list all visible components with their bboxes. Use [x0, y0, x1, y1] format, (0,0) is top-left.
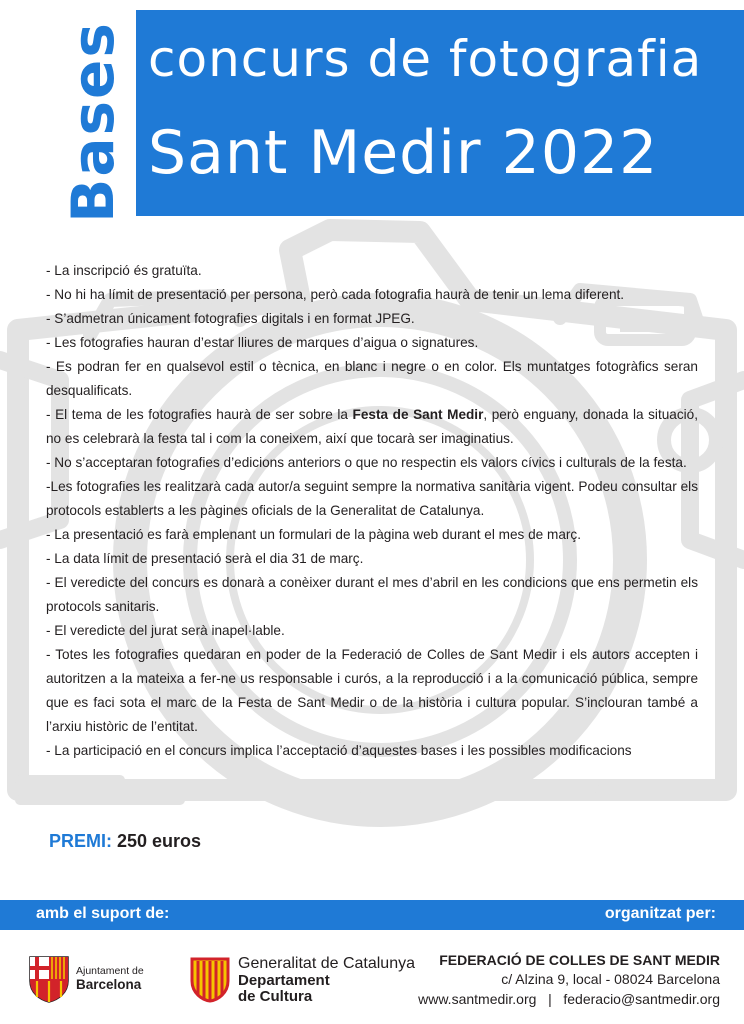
- organizer-contact: www.santmedir.org | federacio@santmedir.org: [418, 991, 720, 1007]
- rule-item: -Les fotografies les realitzarà cada autor/a seguint sempre la normativa sanitària vigent. Podeu consultar els protocols establerts a les pàgines oficials de la Generalitat de Catalunya.: [46, 479, 698, 518]
- rule-item: - La inscripció és gratuïta.: [46, 263, 202, 278]
- rule-item: - El veredicte del concurs es donarà a conèixer durant el mes d’abril en les condicions que ens permetin els protocols sanitaris.: [46, 575, 698, 614]
- rule-item: - Les fotografies hauran d’estar lliures de marques d’aigua o signatures.: [46, 335, 479, 350]
- rule-item: - La presentació es farà emplenant un formulari de la pàgina web durant el mes de març.: [46, 527, 581, 542]
- support-label: amb el suport de:: [36, 905, 170, 922]
- rule-item-bold-text: Festa de Sant Medir: [352, 407, 484, 422]
- organizer-info: [418, 951, 720, 1009]
- rule-item: - La participació en el concurs implica l’acceptació d’aquestes bases i les possibles modificacions: [46, 743, 632, 758]
- organizer-name: FEDERACIÓ DE COLLES DE SANT MEDIR: [439, 952, 720, 968]
- title-line-2: Sant Medir 2022: [148, 118, 659, 188]
- rule-item-text-after: , però enguany, donada la situació, no es celebrarà la festa tal i com la coneixem, així que tocarà ser imaginatius.: [46, 407, 698, 446]
- barcelona-logo-line1: Ajuntament de: [76, 965, 144, 977]
- generalitat-emblem-icon: [188, 955, 232, 1003]
- rule-item: - S’admetran únicament fotografies digitals i en format JPEG.: [46, 311, 415, 326]
- rules-list: [46, 259, 698, 763]
- generalitat-line1: Generalitat de Catalunya: [238, 955, 415, 972]
- bases-label: Bases: [59, 21, 127, 223]
- rule-item: - Totes les fotografies quedaran en poder de la Federació de Colles de Sant Medir i els autors accepten i autoritzen a la mateixa a fer-ne us responsable i curós, a la reproducció i a la comunicació pública, sempre que es faci sota el marc de la Festa de Sant Medir o de la història i cultura popular. S’inclouran també a l’arxiu històric de l’entitat.: [46, 647, 698, 734]
- rule-item: - No s’acceptaran fotografies d’edicions anteriors o que no respectin els valors cívics i culturals de la festa.: [46, 455, 687, 470]
- barcelona-logo: [28, 951, 178, 1013]
- footer-bar: [0, 900, 744, 930]
- organized-label: organitzat per:: [604, 905, 716, 922]
- rule-item: - El veredicte del jurat serà inapel·lable.: [46, 623, 285, 638]
- rule-item-text-before: - El tema de les fotografies haurà de ser sobre la: [46, 407, 353, 422]
- prize: [49, 831, 201, 852]
- rule-item: [46, 403, 698, 451]
- prize-value: 250 euros: [117, 831, 202, 851]
- title-line-1: concurs de fotografia: [148, 30, 703, 88]
- organizer-address: c/ Alzina 9, local - 08024 Barcelona: [501, 971, 720, 987]
- barcelona-shield-icon: [28, 955, 70, 1003]
- rule-item: - Es podran fer en qualsevol estil o tècnica, en blanc i negre o en color. Els muntatges fotogràfics seran desqualificats.: [46, 359, 698, 398]
- rule-item: - No hi ha límit de presentació per persona, però cada fotografia haurà de tenir un lema diferent.: [46, 287, 625, 302]
- rule-item: - La data límit de presentació serà el dia 31 de març.: [46, 551, 364, 566]
- generalitat-line2: Departament: [238, 972, 330, 989]
- generalitat-logo: [188, 951, 415, 1013]
- generalitat-line3: de Cultura: [238, 988, 313, 1005]
- prize-label: PREMI:: [49, 831, 112, 851]
- barcelona-logo-line2: Barcelona: [76, 977, 142, 992]
